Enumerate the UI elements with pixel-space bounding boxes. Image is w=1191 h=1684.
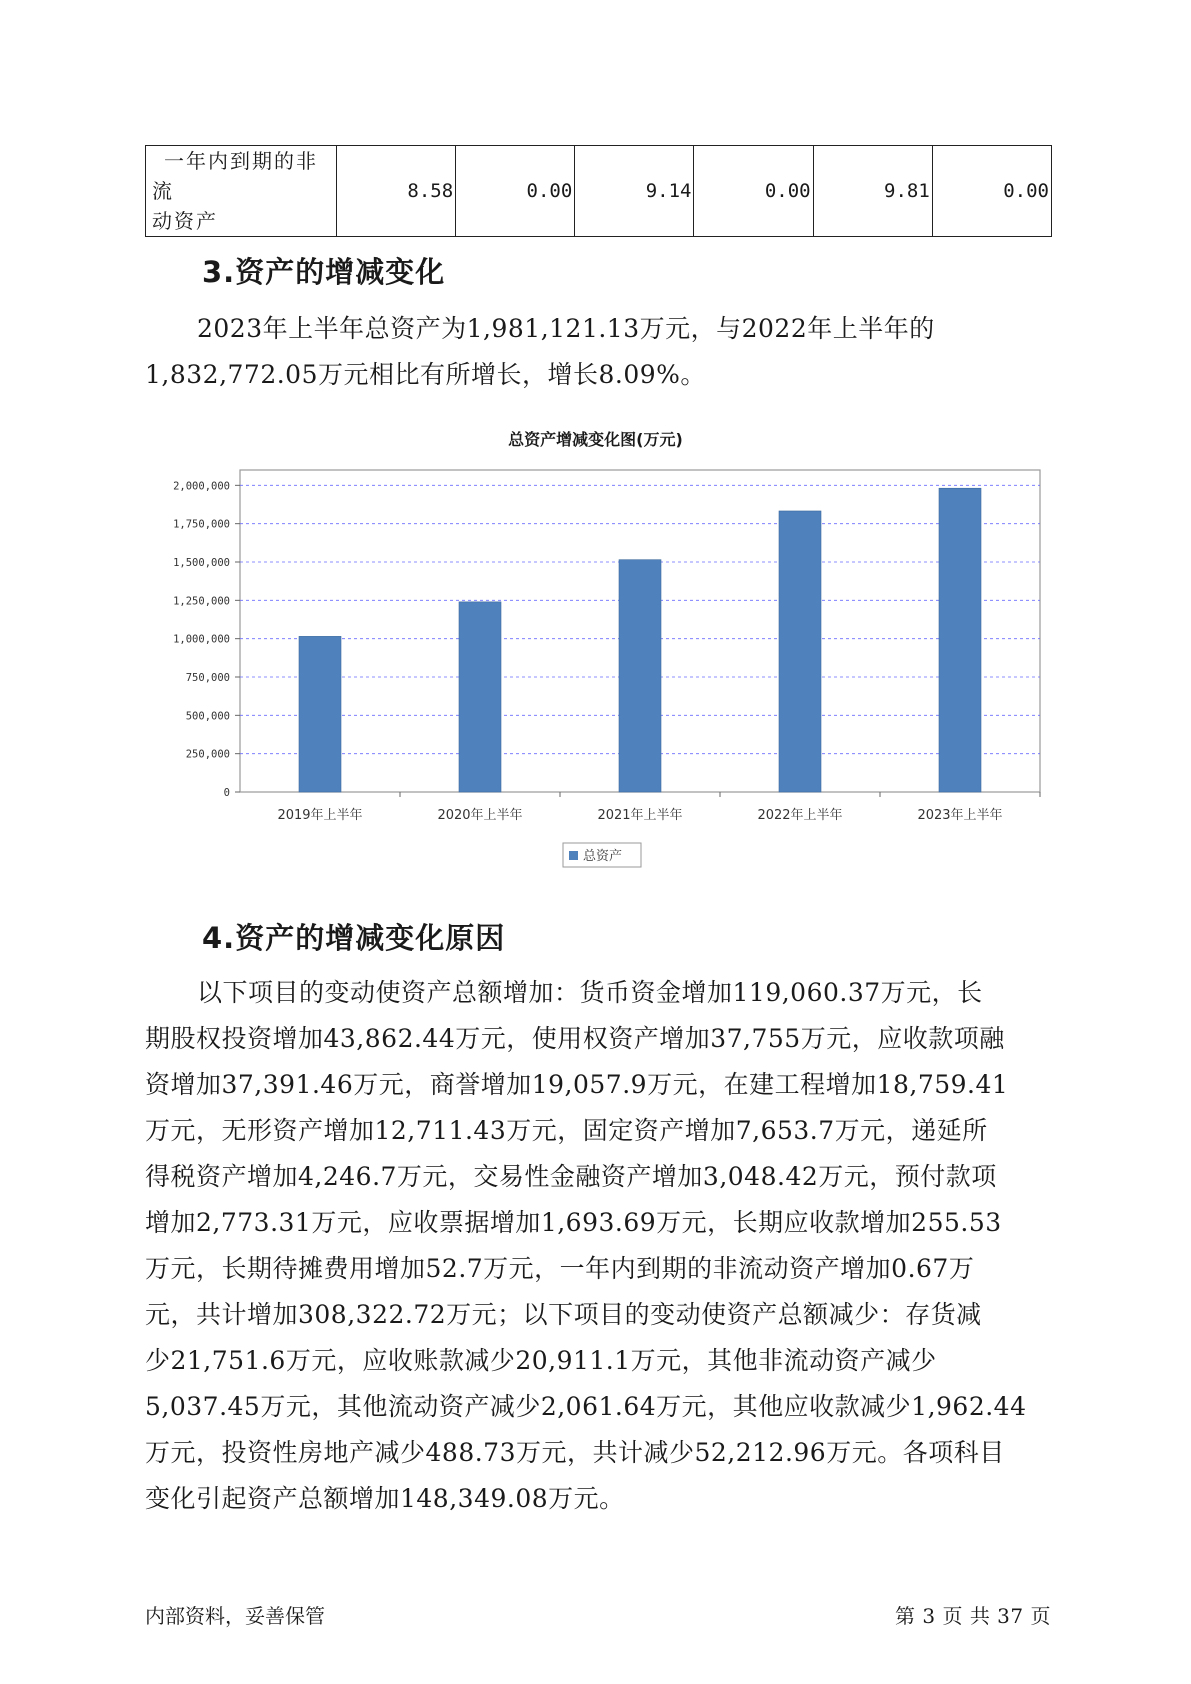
section4-line: 以下项目的变动使资产总额增加：货币资金增加119,060.37万元，长	[197, 978, 983, 1007]
y-tick-label: 500,000	[185, 710, 230, 723]
bar-chart	[150, 460, 1050, 880]
section4-line: 得税资产增加4,246.7万元，交易性金融资产增加3,048.42万元，预付款项	[145, 1162, 997, 1191]
bar	[459, 602, 501, 792]
table-cell: 9.81	[813, 146, 932, 237]
row-label-line2: 动资产	[152, 209, 218, 233]
table-cell: 9.14	[575, 146, 694, 237]
y-tick-label: 1,000,000	[173, 633, 230, 646]
x-tick-label: 2022年上半年	[757, 808, 843, 823]
section4-line: 增加2,773.31万元，应收票据增加1,693.69万元，长期应收款增加255.53	[145, 1208, 1002, 1237]
table-cell: 0.00	[694, 146, 813, 237]
table-row	[146, 146, 1052, 237]
y-tick-label: 2,000,000	[173, 480, 230, 493]
x-tick-label: 2020年上半年	[437, 808, 523, 823]
x-tick-label: 2021年上半年	[597, 808, 683, 823]
section4-paragraph	[145, 970, 1055, 1522]
y-tick-label: 1,500,000	[173, 557, 230, 569]
y-tick-label: 0	[223, 787, 230, 799]
section4-line: 万元，无形资产增加12,711.43万元，固定资产增加7,653.7万元，递延所	[145, 1116, 988, 1145]
section3-line1: 2023年上半年总资产为1,981,121.13万元，与2022年上半年的	[197, 314, 935, 343]
bar	[299, 636, 341, 792]
bar	[619, 560, 661, 792]
section3-paragraph-cont	[145, 352, 1055, 398]
section3-heading: 3.资产的增减变化	[202, 255, 446, 289]
section4-heading: 4.资产的增减变化原因	[202, 921, 506, 955]
section4-line: 万元，投资性房地产减少488.73万元，共计减少52,212.96万元。各项科目	[145, 1438, 1005, 1467]
table-cell: 8.58	[337, 146, 456, 237]
section3-paragraph	[145, 306, 1055, 352]
section4-line: 万元，长期待摊费用增加52.7万元，一年内到期的非流动资产增加0.67万	[145, 1254, 975, 1283]
section4-line: 期股权投资增加43,862.44万元，使用权资产增加37,755万元，应收款项融	[145, 1024, 1005, 1053]
section4-line: 资增加37,391.46万元，商誉增加19,057.9万元，在建工程增加18,759.41	[145, 1070, 1009, 1099]
bar	[779, 511, 821, 792]
footer-note: 内部资料，妥善保管	[145, 1604, 325, 1628]
table-cell: 0.00	[456, 146, 575, 237]
y-tick-label: 750,000	[185, 672, 230, 684]
table-cell: 0.00	[932, 146, 1051, 237]
section4-line: 元，共计增加308,322.72万元；以下项目的变动使资产总额减少：存货减	[145, 1300, 982, 1329]
y-tick-label: 1,750,000	[173, 518, 230, 531]
y-tick-label: 1,250,000	[173, 595, 230, 608]
row-label	[146, 146, 337, 237]
section4-line: 5,037.45万元，其他流动资产减少2,061.64万元，其他应收款减少1,962.44	[145, 1392, 1027, 1421]
section4-line: 少21,751.6万元，应收账款减少20,911.1万元，其他非流动资产减少	[145, 1346, 937, 1375]
section3-line2: 1,832,772.05万元相比有所增长，增长8.09%。	[145, 360, 706, 389]
legend-swatch	[569, 851, 578, 860]
x-tick-label: 2019年上半年	[277, 808, 363, 823]
chart-title: 总资产增减变化图(万元)	[508, 430, 683, 449]
page-number: 第 3 页 共 37 页	[895, 1604, 1051, 1628]
x-tick-label: 2023年上半年	[917, 808, 1003, 823]
row-label-line1: 一年内到期的非流	[152, 149, 318, 203]
data-table	[145, 145, 1052, 237]
legend-label: 总资产	[583, 849, 623, 864]
section4-line: 变化引起资产总额增加148,349.08万元。	[145, 1484, 625, 1513]
bar	[939, 488, 981, 792]
y-tick-label: 250,000	[185, 748, 230, 761]
